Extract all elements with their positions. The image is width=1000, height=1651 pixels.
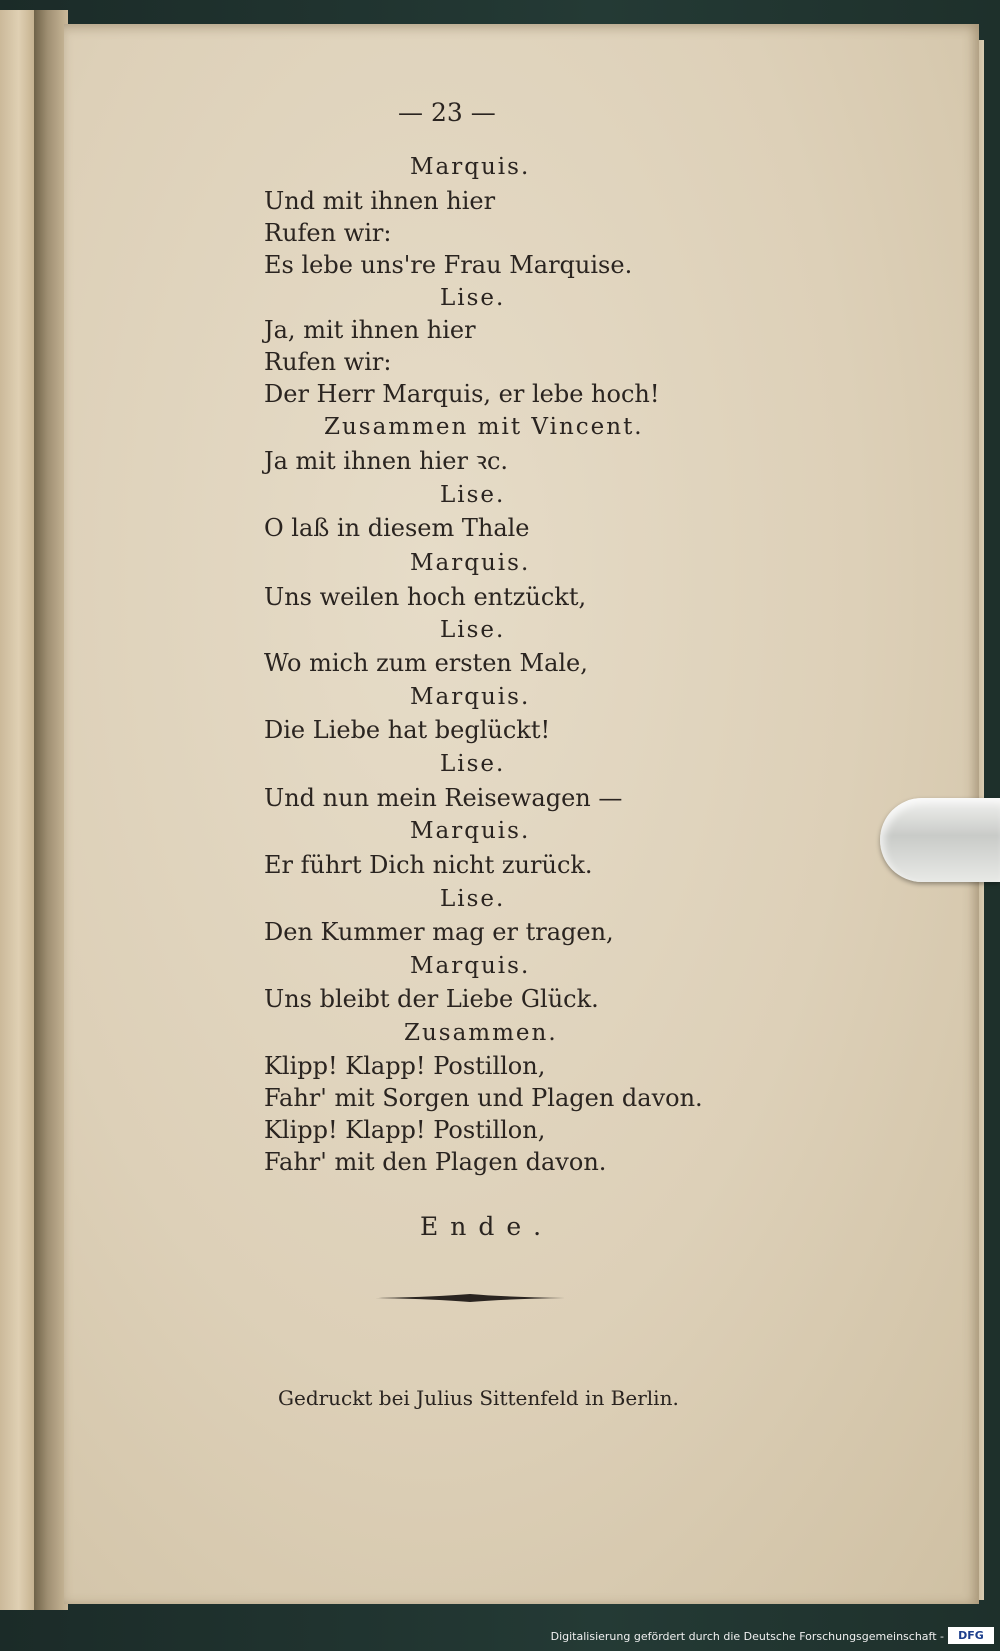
speaker-heading: Marquis. [410,154,531,180]
speaker-heading: Zusammen. [404,1020,558,1046]
verse-line: Und mit ihnen hier [264,187,496,215]
decorative-rule [375,1292,565,1304]
verse-line: Fahr' mit Sorgen und Plagen davon. [264,1084,703,1112]
verse-line: Es lebe uns're Frau Marquise. [264,251,633,279]
verse-line: Klipp! Klapp! Postillon, [264,1052,546,1080]
verse-line: Klipp! Klapp! Postillon, [264,1116,546,1144]
verse-line: Uns bleibt der Liebe Glück. [264,985,599,1013]
verse-line: Den Kummer mag er tragen, [264,918,614,946]
speaker-heading: Marquis. [410,550,531,576]
speaker-heading: Zusammen mit Vincent. [324,414,644,440]
speaker-heading: Marquis. [410,818,531,844]
verse-line: Er führt Dich nicht zurück. [264,851,593,879]
page-number: — 23 — [398,98,496,127]
verse-line: Ja mit ihnen hier ꝛc. [264,447,509,475]
imprint-line: Gedruckt bei Julius Sittenfeld in Berlin. [278,1386,679,1410]
verse-line: Wo mich zum ersten Male, [264,649,588,677]
speaker-heading: Lise. [440,751,506,777]
speaker-heading: Lise. [440,617,506,643]
page-clip [880,798,1000,882]
verse-line: Der Herr Marquis, er lebe hoch! [264,380,660,408]
speaker-heading: Marquis. [410,684,531,710]
left-page-edge [0,10,36,1610]
speaker-heading: Lise. [440,886,506,912]
digitization-credit: Digitalisierung gefördert durch die Deutsche Forschungsgemeinschaft - [550,1630,944,1643]
verse-line: Rufen wir: [264,219,392,247]
ende-heading: Ende. [420,1212,554,1241]
speaker-heading: Marquis. [410,953,531,979]
verse-line: Ja, mit ihnen hier [264,316,476,344]
verse-line: Uns weilen hoch entzückt, [264,583,587,611]
speaker-heading: Lise. [440,285,506,311]
verse-line: Und nun mein Reisewagen — [264,784,623,812]
verse-line: O laß in diesem Thale [264,514,530,542]
verse-line: Fahr' mit den Plagen davon. [264,1148,607,1176]
speaker-heading: Lise. [440,482,506,508]
verse-line: Die Liebe hat beglückt! [264,716,551,744]
dfg-logo: DFG [948,1627,994,1644]
verse-line: Rufen wir: [264,348,392,376]
gutter-shadow [34,10,68,1610]
